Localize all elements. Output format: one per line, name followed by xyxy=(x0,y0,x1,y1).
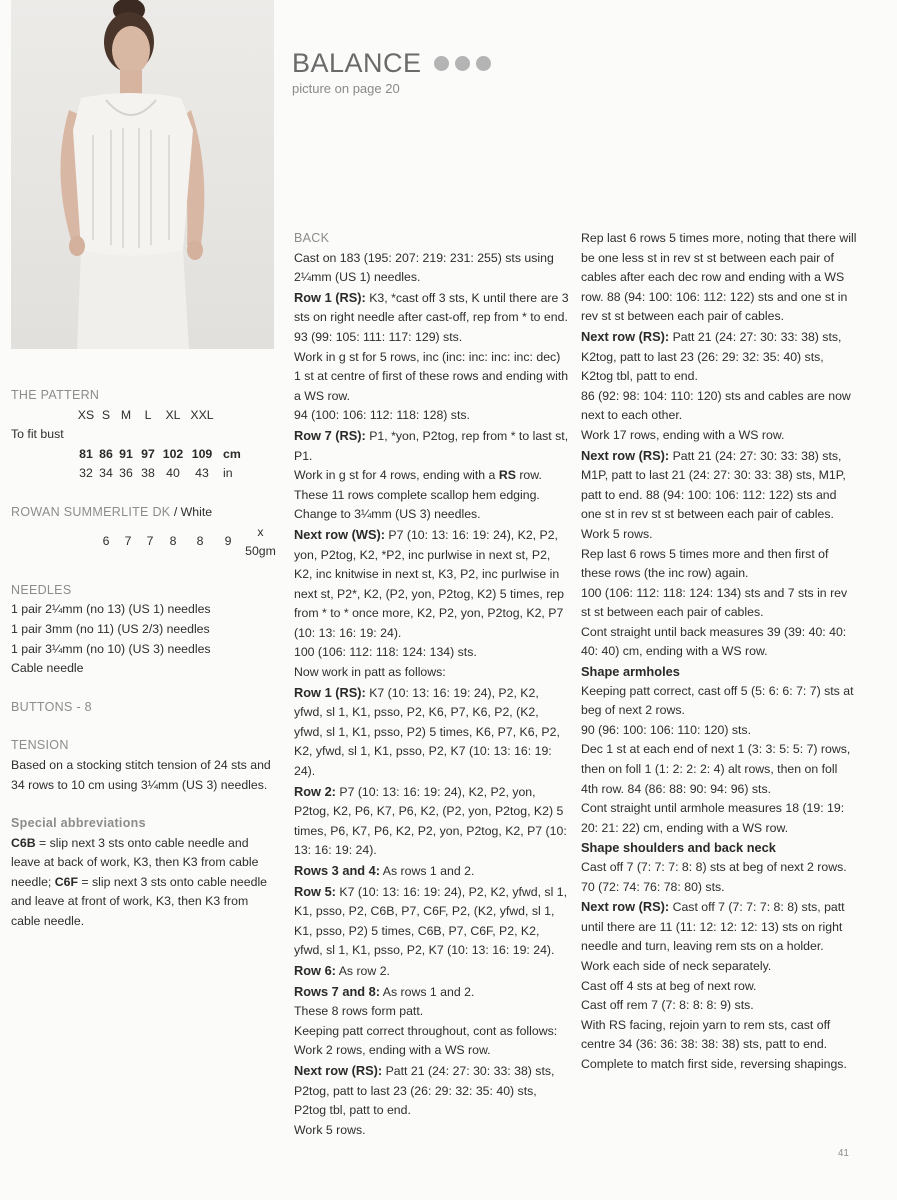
row-label: Row 1 (RS): xyxy=(294,289,366,305)
yarn-qty: 7 xyxy=(146,534,154,549)
instruction: 100 (106: 112: 118: 124: 134) sts. xyxy=(294,645,477,660)
instruction: Change to 3¼mm (US 3) needles. xyxy=(294,507,481,522)
instruction: These 11 rows complete scallop hem edging. xyxy=(294,487,540,502)
needle-item: 1 pair 2¼mm (no 13) (US 1) needles xyxy=(11,602,211,617)
row-text: As row 2. xyxy=(335,963,390,978)
row-text: Cast off 7 (7: 7: 7: 8: 8) sts, patt until there are 11 (11: 12: 12: 12: 13) sts on right needle and turn, leaving rem sts on a holder. xyxy=(581,900,845,954)
instruction: Cast off 7 (7: 7: 7: 8: 8) sts at beg of next 2 rows. 70 (72: 74: 76: 78: 80) sts. xyxy=(581,860,847,894)
row-text: As rows 1 and 2. xyxy=(380,864,475,878)
instruction: Keeping patt correct throughout, cont as follows: xyxy=(294,1023,558,1038)
instruction: Cast off 4 sts at beg of next row. xyxy=(581,978,757,993)
c6b-text: = slip next 3 sts onto cable needle and leave at back of work, K3, then K3 from cable needle; xyxy=(11,835,259,889)
size-table xyxy=(11,406,241,484)
size-label: L xyxy=(144,407,152,422)
fit-cm-value: 86 xyxy=(99,446,113,461)
row-label: Next row (RS): xyxy=(581,447,670,463)
instruction: Rep last 6 rows 5 times more, noting that there will be one less st in rev st st between each pair of cables after each dec row and ending with a WS row. 88 (94: 100: 106: 112: 122) sts and one st in rev st st between each pair of cables. xyxy=(581,231,857,324)
needle-item: 1 pair 3mm (no 11) (US 2/3) needles xyxy=(11,621,210,636)
buttons-heading: BUTTONS - 8 xyxy=(11,699,92,714)
instruction: 86 (92: 98: 104: 110: 120) sts and cables are now next to each other. xyxy=(581,388,851,423)
size-label: S xyxy=(101,407,111,422)
fit-in-value: 38 xyxy=(141,466,155,481)
middle-column xyxy=(294,229,570,1140)
model-photo xyxy=(11,0,274,349)
row-label: Row 5: xyxy=(294,883,336,899)
row-label: Next row (RS): xyxy=(581,328,670,344)
instruction-row xyxy=(294,882,570,961)
yarn-qty: 8 xyxy=(196,534,204,549)
instruction: Rep last 6 rows 5 times more and then first of these rows (the inc row) again. xyxy=(581,546,829,581)
yarn-qty: 6 xyxy=(102,534,110,549)
instruction-row xyxy=(294,982,570,1003)
fit-cm-value: 91 xyxy=(119,446,133,461)
instruction: These 8 rows form patt. xyxy=(294,1004,424,1019)
yarn-colour: / White xyxy=(170,504,213,519)
c6f-text: = slip next 3 sts onto cable needle and leave at front of work, K3, then K3 from cable needle. xyxy=(11,874,268,929)
instruction: Work 5 rows. xyxy=(294,1122,366,1137)
fit-in-unit: in xyxy=(223,466,233,481)
needles-heading: NEEDLES xyxy=(11,582,72,597)
shoulders-heading: Shape shoulders and back neck xyxy=(581,840,776,856)
instruction-row xyxy=(581,327,857,387)
row-text: P7 (10: 13: 16: 19: 24), K2, P2, yon, P2tog, K2, *P2, inc purlwise in next st, P2, K2, inc knitwise in next st, K3, P2, inc purlwise in next st, P2*, K2, (P2, yon, P2tog, K2) 5 times, rep from * to * once more, K2, P2, yon, P2tog, K2, P7 (10: 13: 16: 19: 24). xyxy=(294,527,564,640)
instruction: Work in g st for 5 rows, inc (inc: inc: inc: inc: dec) 1 st at centre of first of these rows and ending with a WS row. xyxy=(294,349,569,403)
instruction: Work 17 rows, ending with a WS row. xyxy=(581,427,785,442)
yarn-qty: 7 xyxy=(124,534,132,549)
fit-in-value: 34 xyxy=(99,466,113,481)
instruction: 100 (106: 112: 118: 124: 134) sts and 7 sts in rev st st between each pair of cables. xyxy=(581,585,848,620)
row-text: Patt 21 (24: 27: 30: 33: 38) sts, K2tog, patt to last 23 (26: 29: 32: 35: 40) sts, K2tog tbl, patt to end. xyxy=(581,329,842,384)
title-text: BALANCE xyxy=(292,48,422,78)
instruction-row xyxy=(581,446,857,525)
fit-cm-value: 102 xyxy=(162,446,184,461)
instruction: Now work in patt as follows: xyxy=(294,665,446,680)
yarn-quantity-table xyxy=(11,523,276,562)
instruction-row xyxy=(294,782,570,861)
needle-item: Cable needle xyxy=(11,661,84,676)
fit-label: To fit bust xyxy=(11,427,64,442)
instruction: Work 5 rows. xyxy=(581,526,653,541)
row-text: K7 (10: 13: 16: 19: 24), P2, K2, yfwd, sl 1, K1, psso, P2, K6, P7, K6, P2, (K2, yfwd, sl 1, K1, psso, P2) 5 times, K6, P7, K6, P2, K2, yfwd, sl 1, K1, psso, P2, K7 (10: 13: 16: 19: 24). xyxy=(294,685,560,779)
row-text: Patt 21 (24: 27: 30: 33: 38) sts, M1P, patt to last 21 (24: 27: 30: 33: 38) sts, M1P, patt to end. 88 (94: 100: 106: 112: 122) sts and one st in rev st st between each pair of cables. xyxy=(581,448,846,522)
row-label: Row 6: xyxy=(294,962,336,978)
text-bold: RS xyxy=(498,468,516,483)
instruction-row xyxy=(294,288,570,348)
fit-in-value: 36 xyxy=(119,466,133,481)
instruction: Cont straight until back measures 39 (39: 40: 40: 40: 40) cm, ending with a WS row. xyxy=(581,624,847,659)
row-text: K7 (10: 13: 16: 19: 24), P2, K2, yfwd, sl 1, K1, psso, P2, C6B, P7, C6F, P2, (K2, yfwd, sl 1, K1, psso, P2) 5 times, C6B, P7, C6F, P2, K2, yfwd, sl 1, K1, psso, P2, K7 (10: 13: 16: 19: 24). xyxy=(294,884,567,958)
c6f-label: C6F xyxy=(54,874,78,889)
c6b-label: C6B xyxy=(11,835,36,850)
instruction: 94 (100: 106: 112: 118: 128) sts. xyxy=(294,408,470,423)
row-text: P7 (10: 13: 16: 19: 24), K2, P2, yon, P2tog, K2, P6, K7, P6, K2, (P2, yon, P2tog, K2) 5 times, P6, K7, P6, K2, P2, yon, P2tog, K2, P7 (10: 13: 16: 19: 24). xyxy=(294,784,567,858)
tension-text: Based on a stocking stitch tension of 24 sts and 34 rows to 10 cm using 3¼mm (US 3) needles. xyxy=(11,757,271,792)
instruction: Cast off rem 7 (7: 8: 8: 8: 9) sts. xyxy=(581,998,754,1013)
fit-in-value: 43 xyxy=(195,466,209,481)
row-label: Rows 3 and 4: xyxy=(294,863,381,878)
instruction-row xyxy=(294,861,570,882)
instruction xyxy=(294,466,570,486)
pattern-heading: THE PATTERN xyxy=(11,388,100,402)
size-label: M xyxy=(120,407,132,422)
needle-item: 1 pair 3¼mm (no 10) (US 3) needles xyxy=(11,641,211,656)
instruction: Work 2 rows, ending with a WS row. xyxy=(294,1043,491,1058)
instruction: With RS facing, rejoin yarn to rem sts, cast off centre 34 (36: 36: 38: 38: 38) sts, patt to end. xyxy=(581,1017,831,1052)
fit-cm-value: 109 xyxy=(191,446,213,461)
fit-in-value: 40 xyxy=(166,466,180,481)
instruction: Keeping patt correct, cast off 5 (5: 6: 6: 7: 7) sts at beg of next 2 rows. xyxy=(581,683,854,718)
yarn-line xyxy=(11,503,276,523)
size-label: XS xyxy=(77,407,95,422)
instruction-row xyxy=(294,426,570,466)
fit-cm-value: 97 xyxy=(141,446,155,461)
right-column xyxy=(581,229,857,1075)
left-column xyxy=(11,386,276,932)
row-label: Next row (RS): xyxy=(294,1062,383,1078)
yarn-qty-unit: x 50gm xyxy=(245,524,276,559)
size-label: XL xyxy=(165,407,181,422)
row-label: Row 1 (RS): xyxy=(294,684,366,700)
instruction: Cont straight until armhole measures 18 (19: 19: 20: 21: 22) cm, ending with a WS row. xyxy=(581,801,845,835)
row-label: Row 2: xyxy=(294,783,336,799)
abbreviations-heading: Special abbreviations xyxy=(11,816,146,831)
fit-cm-unit: cm xyxy=(223,446,241,461)
page-number: 41 xyxy=(837,1148,849,1159)
tension-heading: TENSION xyxy=(11,738,69,753)
yarn-qty: 9 xyxy=(224,534,232,549)
yarn-qty: 8 xyxy=(169,534,177,549)
row-label: Row 7 (RS): xyxy=(294,427,366,443)
back-heading: BACK xyxy=(294,231,330,245)
text-part: Work in g st for 4 rows, ending with a xyxy=(294,468,499,483)
instruction: 90 (96: 100: 106: 110: 120) sts. xyxy=(581,722,751,737)
yarn-heading: ROWAN SUMMERLITE DK xyxy=(11,504,171,519)
instruction: Cast on 183 (195: 207: 219: 231: 255) sts using 2¼mm (US 1) needles. xyxy=(294,250,554,285)
instruction-row xyxy=(294,525,570,644)
picture-reference: picture on page 20 xyxy=(292,81,400,96)
text-part: row. xyxy=(515,468,542,483)
instruction: Complete to match first side, reversing shapings. xyxy=(581,1056,847,1071)
instruction-row xyxy=(294,683,570,782)
row-text: Patt 21 (24: 27: 30: 33: 38) sts, P2tog, patt to last 23 (26: 29: 32: 35: 40) sts, P2tog tbl, patt to end. xyxy=(294,1063,555,1118)
instruction: Dec 1 st at each end of next 1 (3: 3: 5: 5: 7) rows, then on foll 1 (1: 2: 2: 2: 4) alt rows, then on foll 4th row. 84 (86: 88: 90: 94: 96) sts. xyxy=(581,742,851,796)
difficulty-dots-icon xyxy=(434,56,491,71)
row-text: P1, *yon, P2tog, rep from * to last st, P1. xyxy=(294,428,569,463)
abbreviations-text xyxy=(11,834,276,932)
row-text: As rows 1 and 2. xyxy=(380,984,475,999)
row-label: Next row (RS): xyxy=(581,899,670,915)
instruction-row xyxy=(294,961,570,982)
armholes-heading: Shape armholes xyxy=(581,664,680,680)
row-label: Rows 7 and 8: xyxy=(294,983,381,999)
fit-cm-value: 81 xyxy=(79,446,93,461)
instruction-row xyxy=(581,897,857,957)
fit-in-value: 32 xyxy=(79,466,93,481)
instruction-row xyxy=(294,1061,570,1121)
title-block xyxy=(292,48,491,96)
row-text: K3, *cast off 3 sts, K until there are 3 sts on right needle after cast-off, rep from * to end. 93 (99: 105: 111: 117: 129) sts. xyxy=(294,290,569,344)
instruction: Work each side of neck separately. xyxy=(581,958,772,973)
row-label: Next row (WS): xyxy=(294,526,385,542)
pattern-title xyxy=(292,48,491,79)
size-label: XXL xyxy=(190,407,214,422)
